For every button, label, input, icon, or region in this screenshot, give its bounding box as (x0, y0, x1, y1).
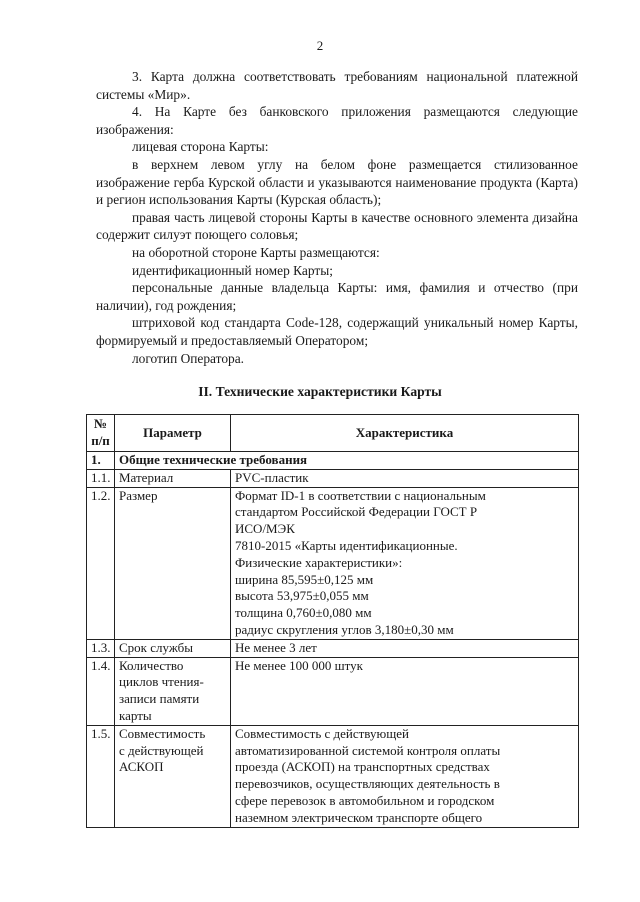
row-value: PVC-пластик (231, 469, 579, 487)
header-param: Параметр (115, 415, 231, 452)
row-num: 1.2. (87, 487, 115, 639)
table-row (87, 487, 579, 639)
table-header-row (87, 415, 579, 452)
paragraph: логотип Оператора. (132, 350, 245, 366)
table-row (87, 725, 579, 827)
row-value: Формат ID-1 в соответствии с национальным стандартом Российской Федерации ГОСТ Р ИСО/МЭК 7810-2015 «Карты идентификационные. Физические характеристики»: ширина 85,595±0,125 мм высота 53,975±0,055 мм толщина 0,760±0,080 мм радиус скругления углов 3,180±0,30 мм (231, 487, 579, 639)
paragraph: на оборотной стороне Карты размещаются: (132, 244, 380, 260)
table-row (87, 639, 579, 657)
table-row (87, 657, 579, 725)
header-value: Характеристика (231, 415, 579, 452)
row-param: Срок службы (115, 639, 231, 657)
row-value: Совместимость с действующей автоматизированной системой контроля оплаты проезда (АСКОП) на транспортных средствах перевозчиков, осуществляющих деятельность в сфере перевозок в автомобильном и городском наземном электрическом транспорте общего (231, 725, 579, 827)
header-num: № п/п (87, 415, 115, 452)
paragraph: в верхнем левом углу на белом фоне размещается стилизованное изображение герба Курской области и указываются наименование продукта (Карта) и регион использования Карты (Курская область); (96, 156, 578, 208)
spec-table (86, 414, 579, 828)
paragraph: правая часть лицевой стороны Карты в качестве основного элемента дизайна содержит силуэт поющего соловья; (96, 209, 578, 243)
table-group-row (87, 452, 579, 470)
paragraph: персональные данные владельца Карты: имя, фамилия и отчество (при наличии), год рождения; (96, 280, 578, 313)
row-num: 1.3. (87, 639, 115, 657)
row-value: Не менее 100 000 штук (231, 657, 579, 725)
table-row (87, 469, 579, 487)
page-number: 2 (316, 38, 324, 53)
row-num: 1.5. (87, 725, 115, 827)
paragraph: штриховой код стандарта Code-128, содержащий уникальный номер Карты, формируемый и предоставляемый Оператором; (96, 315, 578, 348)
row-param: Размер (115, 487, 231, 639)
row-num: 1.4. (87, 657, 115, 725)
paragraph: лицевая сторона Карты: (132, 139, 269, 155)
row-param: Количество циклов чтения- записи памяти карты (115, 657, 231, 725)
body-text (96, 68, 578, 367)
paragraph: 4. На Карте без банковского приложения размещаются следующие изображения: (96, 104, 578, 137)
row-param: Совместимость с действующей АСКОП (115, 725, 231, 827)
paragraph: идентификационный номер Карты; (132, 262, 333, 278)
group-num: 1. (87, 452, 115, 470)
row-num: 1.1. (87, 469, 115, 487)
row-value: Не менее 3 лет (231, 639, 579, 657)
section-title: II. Технические характеристики Карты (198, 384, 442, 399)
row-param: Материал (115, 469, 231, 487)
paragraph: 3. Карта должна соответствовать требованиям национальной платежной системы «Мир». (96, 69, 578, 102)
group-title: Общие технические требования (115, 452, 579, 470)
